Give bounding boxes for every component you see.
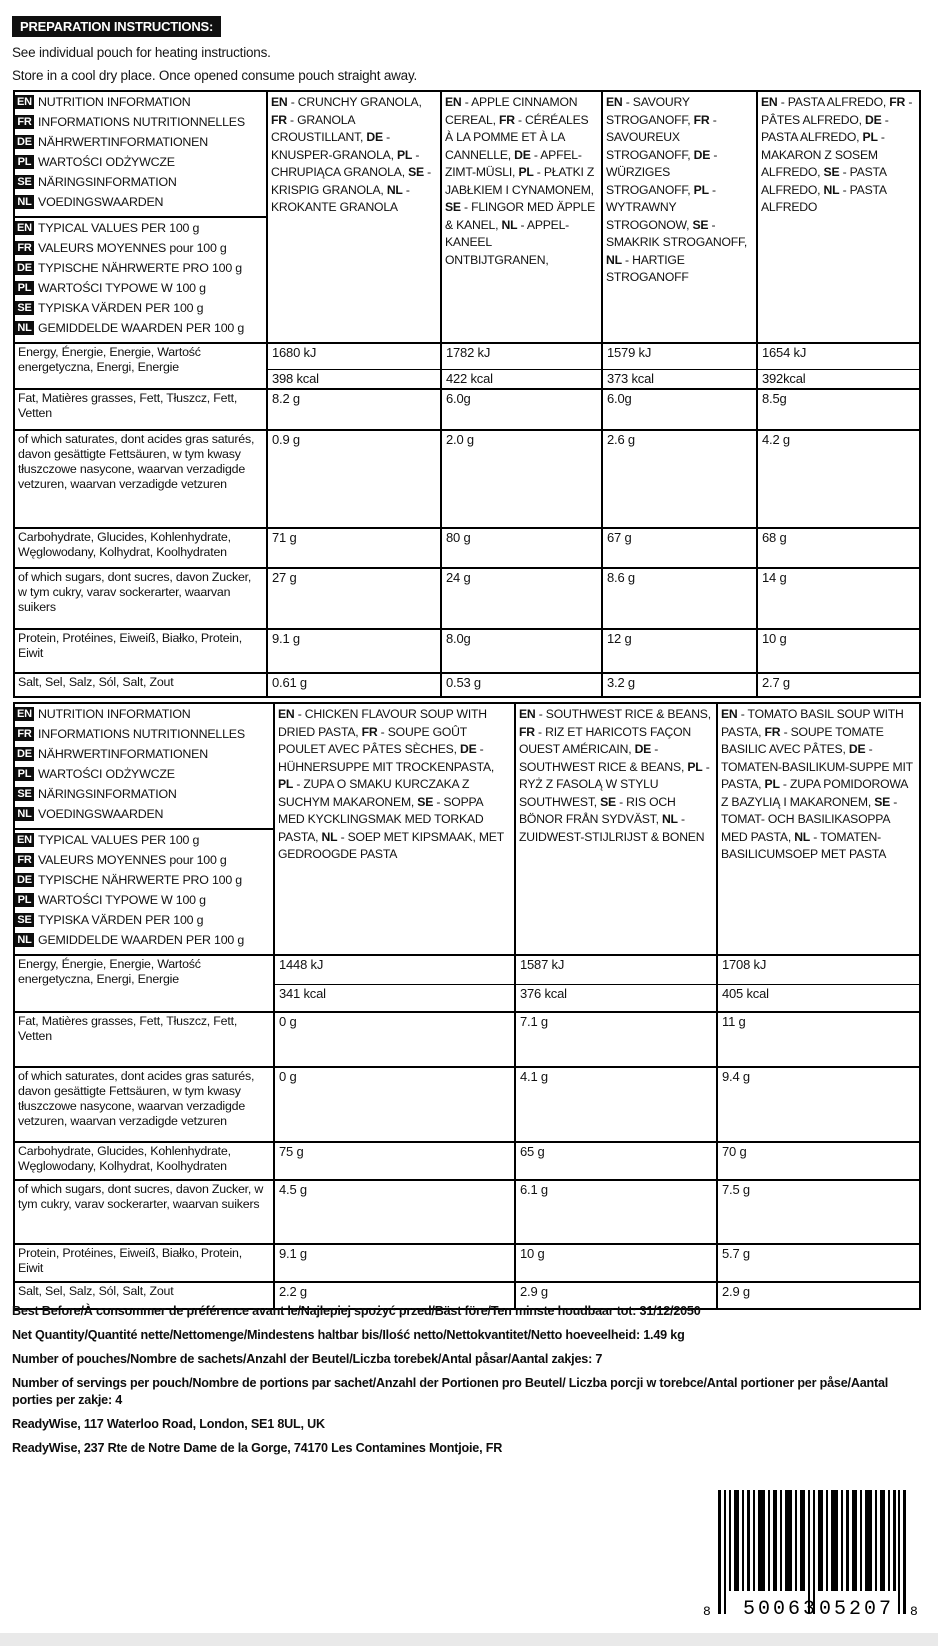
value-cell: 65 g [515,1142,717,1180]
language-badge: FR [15,241,34,255]
carbohydrate-row [14,1142,920,1180]
language-badge: EN [15,707,34,721]
value-cell: 341 kcal [274,984,515,1012]
salt-row [14,673,920,697]
value-cell: 7.5 g [717,1180,920,1244]
product-name-southwest-rice-beans: EN - SOUTHWEST RICE & BEANS, FR - RIZ ET HARICOTS FAÇON OUEST AMÉRICAIN, DE - SOUTHWEST RICE & BEANS, PL - RYŻ Z FASOLĄ W STYLU SOUTHWEST, SE - RIS OCH BÖNOR FRÅN SYDVÄST, NL - ZUIDWEST-STIJLRIJST & BONEN [515,703,717,955]
language-label: WARTOŚCI TYPOWE W 100 g [38,281,206,295]
value-cell: 398 kcal [267,369,441,389]
value-cell: 4.2 g [757,430,920,528]
value-cell: 8.5g [757,389,920,430]
value-cell: 71 g [267,528,441,568]
value-cell: 12 g [602,629,757,673]
language-badge: PL [15,893,34,907]
language-label: TYPISCHE NÄHRWERTE PRO 100 g [38,261,242,275]
value-cell: 70 g [717,1142,920,1180]
language-line [15,114,264,134]
value-cell: 9.1 g [274,1244,515,1282]
language-badge: EN [15,95,34,109]
language-badge: NL [15,933,34,947]
language-label: VOEDINGSWAARDEN [38,195,164,209]
language-label: WARTOŚCI ODŻYWCZE [38,155,175,169]
language-label: VALEURS MOYENNES pour 100 g [38,241,227,255]
barcode [700,1488,922,1628]
language-label: GEMIDDELDE WAARDEN PER 100 g [38,933,245,947]
language-label: WARTOŚCI ODŻYWCZE [38,767,175,781]
fat-label: Fat, Matières grasses, Fett, Tłuszcz, Fett, Vetten [14,389,267,430]
value-cell: 1587 kJ [515,955,717,984]
language-line [15,260,264,280]
language-label: TYPISKA VÄRDEN PER 100 g [38,913,204,927]
address-uk-line: ReadyWise, 117 Waterloo Road, London, SE1 8UL, UK [12,1417,325,1431]
fat-label: Fat, Matières grasses, Fett, Tłuszcz, Fett, Vetten [14,1012,274,1067]
language-badge: PL [15,281,34,295]
sugars-label: of which sugars, dont sucres, davon Zucker, w tym cukry, varav sockerarter, waarvan suikers [14,568,267,629]
language-label: TYPICAL VALUES PER 100 g [38,833,200,847]
value-cell: 9.1 g [267,629,441,673]
language-label: NUTRITION INFORMATION [38,707,191,721]
table2-header-row [14,703,920,829]
language-line [15,726,271,746]
fat-row [14,389,920,430]
language-line [15,194,264,214]
language-label: NUTRITION INFORMATION [38,95,191,109]
language-label: VALEURS MOYENNES pour 100 g [38,853,227,867]
language-line [15,300,264,320]
nutrition-table-2 [13,702,921,1310]
value-cell: 422 kcal [441,369,602,389]
language-badge: EN [15,221,34,235]
nutrition-information-cell [14,91,267,217]
language-line [15,932,271,952]
carbohydrate-label: Carbohydrate, Glucides, Kohlenhydrate, Węglowodany, Kolhydrat, Koolhydraten [14,528,267,568]
language-line [15,94,264,114]
language-badge: DE [15,261,34,275]
language-line [15,872,271,892]
language-badge: SE [15,787,34,801]
storage-instructions-text: Store in a cool dry place. Once opened consume pouch straight away. [12,68,418,83]
language-line [15,706,271,726]
language-badge: DE [15,747,34,761]
language-badge: FR [15,727,34,741]
typical-values-cell [14,217,267,343]
typical-values-cell [14,829,274,955]
value-cell: 2.2 g [274,1282,515,1309]
barcode-digits-group1: 50063 [743,1598,819,1621]
value-cell: 0 g [274,1012,515,1067]
energy-label: Energy, Énergie, Energie, Wartość energetyczna, Energi, Energie [14,343,267,389]
language-badge: NL [15,321,34,335]
language-badge: FR [15,853,34,867]
servings-per-pouch-line: Number of servings per pouch/Nombre de portions par sachet/Anzahl der Portionen pro Beutel/ Liczba porcji w torebce/Antal portioner per påse/Aantal porties per zakje: 4 [12,1376,889,1407]
language-badge: SE [15,175,34,189]
language-label: NÄRINGSINFORMATION [38,175,177,189]
value-cell: 0.61 g [267,673,441,697]
value-cell: 3.2 g [602,673,757,697]
value-cell: 1782 kJ [441,343,602,369]
language-badge: DE [15,135,34,149]
value-cell: 6.0g [441,389,602,430]
bottom-edge-strip [0,1633,938,1646]
language-label: GEMIDDELDE WAARDEN PER 100 g [38,321,245,335]
language-badge: PL [15,155,34,169]
saturates-row [14,430,920,528]
language-line [15,134,264,154]
pouch-count-line: Number of pouches/Nombre de sachets/Anzahl der Beutel/Liczba torebek/Antal påsar/Aantal zakjes: 7 [12,1352,603,1366]
language-line [15,892,271,912]
salt-label: Salt, Sel, Salz, Sól, Salt, Zout [14,673,267,697]
language-label: NÄRINGSINFORMATION [38,787,177,801]
product-name-crunchy-granola: EN - CRUNCHY GRANOLA, FR - GRANOLA CROUSTILLANT, DE - KNUSPER-GRANOLA, PL - CHRUPIĄCA GRANOLA, SE - KRISPIG GRANOLA, NL - KROKANTE GRANOLA [267,91,441,343]
language-badge: SE [15,301,34,315]
language-badge: SE [15,913,34,927]
carbohydrate-row [14,528,920,568]
barcode-digits-group2: 05207 [819,1598,895,1621]
address-fr-line: ReadyWise, 237 Rte de Notre Dame de la Gorge, 74170 Les Contamines Montjoie, FR [12,1441,503,1455]
sugars-label: of which sugars, dont sucres, davon Zucker, w tym cukry, varav sockerarter, waarvan suikers [14,1180,274,1244]
value-cell: 4.5 g [274,1180,515,1244]
language-badge: EN [15,833,34,847]
value-cell: 376 kcal [515,984,717,1012]
language-label: TYPISKA VÄRDEN PER 100 g [38,301,204,315]
value-cell: 10 g [515,1244,717,1282]
value-cell: 8.0g [441,629,602,673]
value-cell: 67 g [602,528,757,568]
value-cell: 1680 kJ [267,343,441,369]
protein-row [14,629,920,673]
saturates-label: of which saturates, dont acides gras saturés, davon gesättigte Fettsäuren, w tym kwasy tłuszczowe nasycone, waarvan verzadigde vetzuren, waarvan verzadigde vetzuren [14,430,267,528]
language-line [15,766,271,786]
language-label: NÄHRWERTINFORMATIONEN [38,747,208,761]
value-cell: 9.4 g [717,1067,920,1142]
best-before-line: Best Before/À consommer de préférence avant le/Najlepiej spożyć przed/Bäst före/Ten minste houdbaar tot: 31/12/2050 [12,1304,701,1318]
table1-header-row [14,91,920,217]
language-line [15,852,271,872]
value-cell: 1708 kJ [717,955,920,984]
value-cell: 68 g [757,528,920,568]
value-cell: 1579 kJ [602,343,757,369]
net-quantity-line: Net Quantity/Quantité nette/Nettomenge/Mindestens haltbar bis/Ilość netto/Nettokvantitet/Netto hoeveelheid: 1.49 kg [12,1328,685,1342]
value-cell: 80 g [441,528,602,568]
saturates-row [14,1067,920,1142]
language-label: VOEDINGSWAARDEN [38,807,164,821]
value-cell: 2.9 g [515,1282,717,1309]
value-cell: 0.53 g [441,673,602,697]
language-line [15,154,264,174]
protein-row [14,1244,920,1282]
product-name-tomato-basil-soup: EN - TOMATO BASIL SOUP WITH PASTA, FR - SOUPE TOMATE BASILIC AVEC PÂTES, DE - TOMATEN-BASILIKUM-SUPPE MIT PASTA, PL - ZUPA POMIDOROWA Z BAZYLIĄ I MAKARONEM, SE - TOMAT- OCH BASILIKASOPPA MED PASTA, NL - TOMATEN-BASILICUMSOEP MET PASTA [717,703,920,955]
language-badge: DE [15,873,34,887]
value-cell: 8.2 g [267,389,441,430]
language-line [15,912,271,932]
heating-instructions-text: See individual pouch for heating instructions. [12,45,271,60]
language-label: INFORMATIONS NUTRITIONNELLES [38,115,245,129]
value-cell: 1654 kJ [757,343,920,369]
value-cell: 5.7 g [717,1244,920,1282]
language-badge: FR [15,115,34,129]
energy-kj-row [14,955,920,984]
language-badge: PL [15,767,34,781]
language-line [15,786,271,806]
preparation-instructions-title: PREPARATION INSTRUCTIONS: [12,16,221,37]
value-cell: 6.0g [602,389,757,430]
barcode-bars [718,1490,906,1614]
value-cell: 4.1 g [515,1067,717,1142]
product-name-savoury-stroganoff: EN - SAVOURY STROGANOFF, FR - SAVOUREUX STROGANOFF, DE - WÜRZIGES STROGANOFF, PL - WYTRAWNY STROGONOW, SE - SMAKRIK STROGANOFF, NL - HARTIGE STROGANOFF [602,91,757,343]
language-label: INFORMATIONS NUTRITIONNELLES [38,727,245,741]
language-line [15,174,264,194]
value-cell: 2.9 g [717,1282,920,1309]
language-line [15,220,264,240]
product-name-pasta-alfredo: EN - PASTA ALFREDO, FR - PÂTES ALFREDO, DE - PASTA ALFREDO, PL - MAKARON Z SOSEM ALFREDO, SE - PASTA ALFREDO, NL - PASTA ALFREDO [757,91,920,343]
value-cell: 373 kcal [602,369,757,389]
value-cell: 7.1 g [515,1012,717,1067]
sugars-row [14,568,920,629]
value-cell: 8.6 g [602,568,757,629]
language-line [15,280,264,300]
product-name-chicken-soup: EN - CHICKEN FLAVOUR SOUP WITH DRIED PASTA, FR - SOUPE GOÛT POULET AVEC PÂTES SÈCHES, DE - HÜHNERSUPPE MIT TROCKENPASTA, PL - ZUPA O SMAKU KURCZAKA Z SUCHYM MAKARONEM, SE - SOPPA MED KYCKLINGSMAK MED TORKAD PASTA, NL - SOEP MET KIPSMAAK, MET GEDROOGDE PASTA [274,703,515,955]
language-line [15,746,271,766]
value-cell: 405 kcal [717,984,920,1012]
value-cell: 6.1 g [515,1180,717,1244]
language-line [15,320,264,340]
nutrition-information-cell [14,703,274,829]
language-line [15,806,271,826]
nutrition-table-1 [13,90,921,698]
value-cell: 11 g [717,1012,920,1067]
value-cell: 2.6 g [602,430,757,528]
value-cell: 24 g [441,568,602,629]
energy-label: Energy, Énergie, Energie, Wartość energetyczna, Energi, Energie [14,955,274,1012]
protein-label: Protein, Protéines, Eiweiß, Białko, Protein, Eiwit [14,629,267,673]
language-line [15,240,264,260]
sugars-row [14,1180,920,1244]
value-cell: 75 g [274,1142,515,1180]
energy-kj-row [14,343,920,369]
carbohydrate-label: Carbohydrate, Glucides, Kohlenhydrate, Węglowodany, Kolhydrat, Koolhydraten [14,1142,274,1180]
value-cell: 2.7 g [757,673,920,697]
protein-label: Protein, Protéines, Eiweiß, Białko, Protein, Eiwit [14,1244,274,1282]
value-cell: 2.0 g [441,430,602,528]
product-name-apple-cinnamon-cereal: EN - APPLE CINNAMON CEREAL, FR - CÉRÉALES À LA POMME ET À LA CANNELLE, DE - APFEL-ZIMT-MÜSLI, PL - PŁATKI Z JABŁKIEM I CYNAMONEM, SE - FLINGOR MED ÄPPLE & KANEL, NL - APPEL-KANEEL ONTBIJTGRANEN, [441,91,602,343]
footer-info [12,1303,924,1464]
salt-label: Salt, Sel, Salz, Sól, Salt, Zout [14,1282,274,1309]
value-cell: 27 g [267,568,441,629]
language-label: TYPICAL VALUES PER 100 g [38,221,200,235]
value-cell: 0.9 g [267,430,441,528]
language-label: NÄHRWERTINFORMATIONEN [38,135,208,149]
value-cell: 10 g [757,629,920,673]
language-label: WARTOŚCI TYPOWE W 100 g [38,893,206,907]
language-badge: NL [15,195,34,209]
value-cell: 1448 kJ [274,955,515,984]
value-cell: 392kcal [757,369,920,389]
language-label: TYPISCHE NÄHRWERTE PRO 100 g [38,873,242,887]
barcode-digit-right: 8 [910,1604,918,1619]
fat-row [14,1012,920,1067]
language-badge: NL [15,807,34,821]
value-cell: 0 g [274,1067,515,1142]
language-line [15,832,271,852]
value-cell: 14 g [757,568,920,629]
saturates-label: of which saturates, dont acides gras saturés, davon gesättigte Fettsäuren, w tym kwasy tłuszczowe nasycone, waarvan verzadigde vetzuren, waarvan verzadigde vetzuren [14,1067,274,1142]
barcode-digit-left: 8 [703,1604,711,1619]
